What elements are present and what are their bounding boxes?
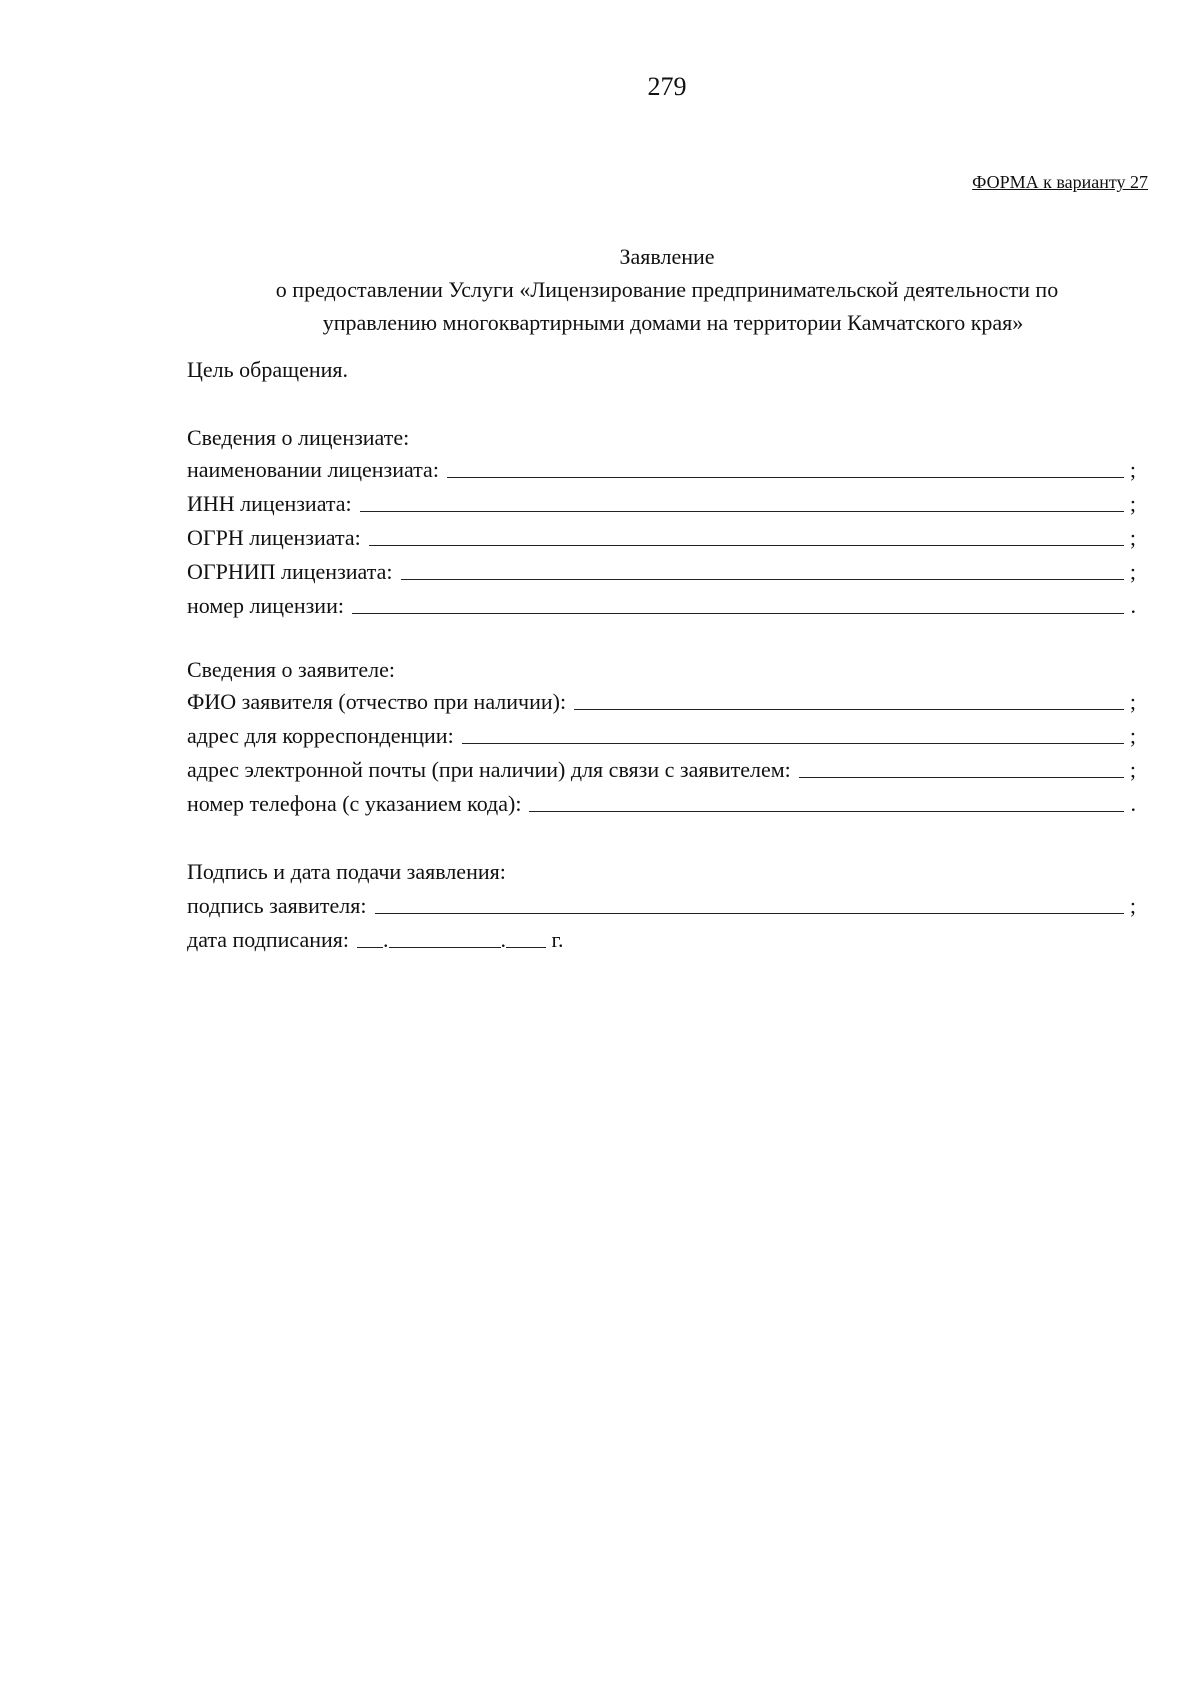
field-label: наименовании лицензиата: bbox=[187, 457, 439, 482]
document-title bbox=[100, 240, 1200, 339]
field-label: ФИО заявителя (отчество при наличии): bbox=[187, 689, 567, 714]
date-separator: . bbox=[383, 927, 389, 952]
field-label: адрес электронной почты (при наличии) для связи с заявителем: bbox=[187, 757, 791, 782]
licensee-ogrnip-field[interactable] bbox=[187, 555, 1136, 585]
applicant-fullname-field[interactable] bbox=[187, 685, 1136, 715]
field-label: номер лицензии: bbox=[187, 593, 344, 618]
date-year-blank[interactable] bbox=[506, 927, 546, 948]
applicant-address-input-line[interactable] bbox=[462, 723, 1124, 744]
date-year-suffix: г. bbox=[546, 927, 564, 952]
license-number-input-line[interactable] bbox=[352, 593, 1124, 614]
date-separator: . bbox=[500, 927, 506, 952]
form-variant-note: ФОРМА к варианту 27 bbox=[972, 172, 1148, 192]
applicant-fullname-input-line[interactable] bbox=[574, 689, 1124, 710]
licensee-heading: Сведения о лицензиате: bbox=[187, 425, 410, 450]
field-label: ИНН лицензиата: bbox=[187, 491, 352, 516]
date-month-blank[interactable] bbox=[389, 927, 501, 948]
applicant-signature-field[interactable] bbox=[187, 889, 1136, 919]
field-label: адрес для корреспонденции: bbox=[187, 723, 454, 748]
field-terminator: ; bbox=[1129, 689, 1136, 714]
page-number: 279 bbox=[647, 72, 687, 101]
field-label: ОГРНИП лицензиата: bbox=[187, 559, 393, 584]
date-day-blank[interactable] bbox=[357, 927, 383, 948]
licensee-ogrnip-input-line[interactable] bbox=[401, 559, 1125, 580]
applicant-phone-field[interactable] bbox=[187, 787, 1136, 817]
field-terminator: . bbox=[1130, 791, 1136, 816]
signature-heading: Подпись и дата подачи заявления: bbox=[187, 859, 506, 884]
applicant-email-input-line[interactable] bbox=[799, 757, 1124, 778]
title-line-1: Заявление bbox=[619, 244, 715, 269]
field-label: номер телефона (с указанием кода): bbox=[187, 791, 522, 816]
licensee-ogrn-field[interactable] bbox=[187, 521, 1136, 551]
field-terminator: ; bbox=[1129, 457, 1136, 482]
licensee-inn-field[interactable] bbox=[187, 487, 1136, 517]
field-terminator: ; bbox=[1129, 757, 1136, 782]
field-label: подпись заявителя: bbox=[187, 893, 367, 918]
licensee-ogrn-input-line[interactable] bbox=[369, 525, 1124, 546]
field-label: дата подписания: bbox=[187, 927, 349, 952]
field-terminator: ; bbox=[1129, 893, 1136, 918]
license-number-field[interactable] bbox=[187, 589, 1136, 619]
title-line-2: о предоставлении Услуги «Лицензирование предпринимательской деятельности по bbox=[275, 277, 1059, 302]
field-label: ОГРН лицензиата: bbox=[187, 525, 361, 550]
field-terminator: ; bbox=[1129, 559, 1136, 584]
licensee-inn-input-line[interactable] bbox=[360, 491, 1124, 512]
purpose-heading: Цель обращения. bbox=[187, 357, 348, 382]
field-terminator: ; bbox=[1129, 525, 1136, 550]
applicant-email-field[interactable] bbox=[187, 753, 1136, 783]
signing-date-field[interactable] bbox=[187, 923, 564, 953]
licensee-name-input-line[interactable] bbox=[447, 457, 1124, 478]
licensee-name-field[interactable] bbox=[187, 453, 1136, 483]
field-terminator: ; bbox=[1129, 723, 1136, 748]
applicant-heading: Сведения о заявителе: bbox=[187, 657, 396, 682]
applicant-phone-input-line[interactable] bbox=[529, 791, 1124, 812]
applicant-address-field[interactable] bbox=[187, 719, 1136, 749]
field-terminator: . bbox=[1130, 593, 1136, 618]
applicant-signature-input-line[interactable] bbox=[375, 893, 1124, 914]
field-terminator: ; bbox=[1129, 491, 1136, 516]
title-line-3: управлению многоквартирными домами на территории Камчатского края» bbox=[322, 310, 1024, 335]
